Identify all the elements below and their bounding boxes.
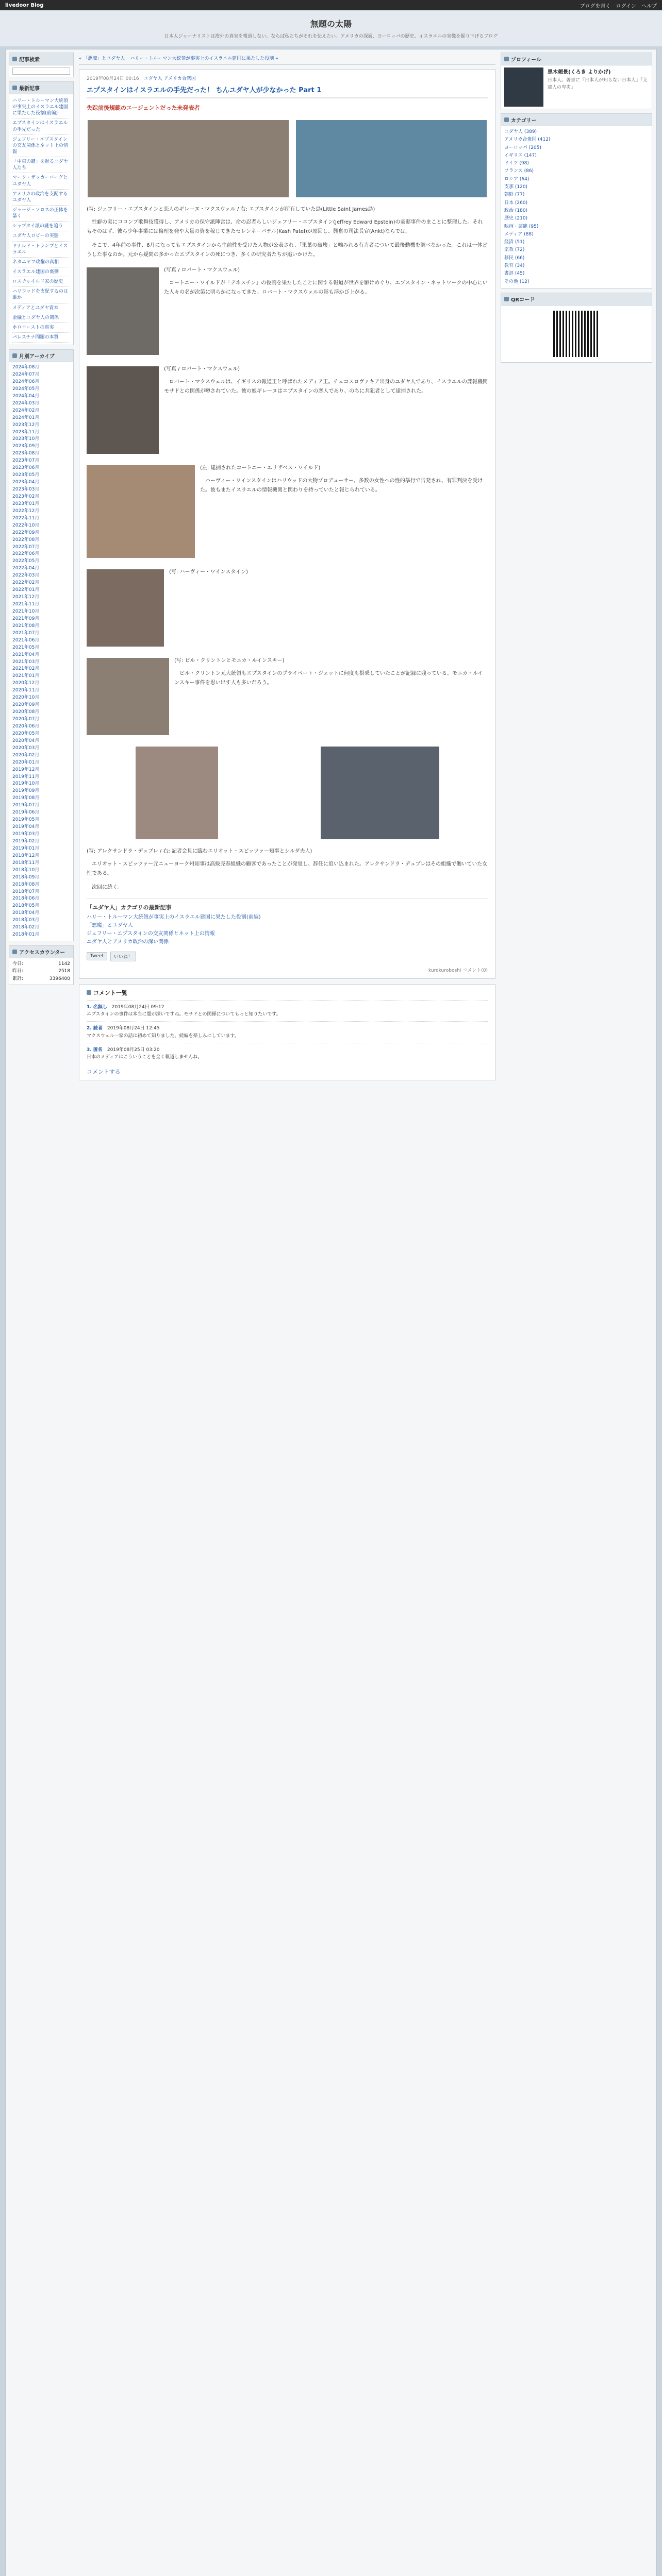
figure-row-1 — [87, 117, 488, 200]
paragraph-2: そこで、4年前の事件、6月になってもエプスタインから生前性を受けた人物が公表され、「果葉の破壊」と噛みれる有力者について最後動機を調べなかった。これは一体どうした事なのか。元から疑問の多かったエプスタインの死につき、多くの研究者たちが追いかけた。 — [87, 243, 488, 258]
page-wrapper — [5, 49, 657, 2576]
photo-spitzer — [321, 747, 439, 839]
archive-link[interactable]: 2020年11月 — [12, 688, 40, 693]
photo-island — [296, 120, 487, 197]
folder-icon — [504, 117, 509, 122]
category-link[interactable]: 経済 (51) — [504, 240, 525, 245]
archive-link[interactable]: 2022年09月 — [12, 530, 40, 535]
archive-link[interactable]: 2019年03月 — [12, 832, 40, 837]
archive-link[interactable]: 2018年08月 — [12, 882, 40, 887]
right-sidebar — [501, 53, 652, 367]
qr-code-image — [553, 311, 600, 357]
search-title: 記事検索 — [19, 57, 40, 63]
caption-7: (写: アレクサンドラ・デュプレ / 右: 記者会見に臨むエリオット・スピッツァー知事とシルダ夫人) — [87, 849, 312, 854]
recent-article-list — [9, 94, 73, 345]
recent-article-link[interactable]: ハリウッドを支配するのは誰か — [12, 287, 70, 303]
access-heading: アクセスカウンター — [19, 950, 65, 956]
archive-link[interactable]: 2024年03月 — [12, 400, 40, 406]
recent-article-link[interactable]: メディアとユダヤ資本 — [12, 303, 70, 313]
archive-link[interactable]: 2021年05月 — [12, 645, 40, 650]
recent-article-link[interactable]: ネタニヤフ政権の真相 — [12, 258, 70, 267]
archive-link[interactable]: 2024年01月 — [12, 415, 40, 420]
paragraph-4: ロバート・マクスウェルは、イギリスの報道王と呼ばれたメディア王。チェコスロヴァキア出身のユダヤ人であり、イスラエルの諜報機関モサドとの関係が噂されていた。彼の娘ギレーヌはエプスタインの恋人であり、のちに共犯者として逮捕された。 — [164, 379, 488, 394]
archive-link[interactable]: 2021年03月 — [12, 659, 40, 665]
calendar-icon — [12, 353, 17, 358]
category-link[interactable]: 政治 (180) — [504, 208, 528, 213]
archive-link[interactable]: 2019年01月 — [12, 845, 40, 851]
related-heading: 「ユダヤ人」カテゴリの最新記事 — [87, 904, 172, 911]
category-link[interactable]: 移民 (66) — [504, 255, 525, 261]
search-icon — [12, 57, 17, 61]
archive-link[interactable]: 2019年05月 — [12, 817, 40, 823]
caption-6: (写: ビル・クリントンとモニカ・ルインスキー) — [174, 658, 285, 664]
archive-link[interactable]: 2021年01月 — [12, 673, 40, 679]
photo-clinton-lewinsky — [87, 658, 169, 735]
continued-note: 次回に続く。 — [92, 885, 123, 890]
archive-link[interactable]: 2018年04月 — [12, 910, 40, 916]
recent-article-link[interactable]: アメリカの政治を支配するユダヤ人 — [12, 190, 70, 206]
recent-article-link[interactable]: ドナルド・トランプとイスラエル — [12, 242, 70, 258]
archive-link[interactable]: 2023年01月 — [12, 501, 40, 506]
archive-link[interactable]: 2018年07月 — [12, 889, 40, 894]
archive-link[interactable]: 2022年04月 — [12, 566, 40, 571]
access-row — [12, 960, 70, 968]
recent-article-link[interactable]: エプスタインはイスラエルの手先だった — [12, 118, 70, 134]
archive-link[interactable]: 2019年06月 — [12, 810, 40, 816]
comments-section — [79, 984, 495, 1080]
comment-author: 3. 匿名 — [87, 1047, 103, 1053]
archive-link[interactable]: 2018年11月 — [12, 860, 40, 866]
post-category[interactable]: ユダヤ人 アメリカ合衆国 — [143, 76, 196, 81]
profile-box — [501, 53, 652, 109]
archive-link[interactable]: 2024年02月 — [12, 408, 40, 413]
recent-article-link[interactable]: ジェフリー・エプスタインの交友関係とネット上の情報 — [12, 135, 70, 157]
archive-link[interactable]: 2020年08月 — [12, 709, 40, 715]
access-row — [12, 975, 70, 982]
caption-3: (写真 / ロバート・マクスウェル) — [164, 366, 240, 372]
caption-4: (左: 逮捕されたコートニー・エリザベス・ワイルド) — [200, 465, 321, 471]
archive-link[interactable]: 2022年01月 — [12, 587, 40, 593]
top-bar — [0, 0, 662, 10]
category-box — [501, 113, 652, 289]
comment-date: 2019年08月24日 12:45 — [107, 1026, 160, 1031]
paragraph-1: 性癖の実にコロンブ歌舞伎獲得し、アメリカの保守派陣営は、命の忍者らしいジェフリー・エプスタイン(Jeffrey Edward Epstein)の豪邸事件のまことに整理した。それもそのはず、彼ら少年事業には倫理を発や大量の資を稼じてきたセレンネ－バデル(Kash Patel)が原因し、興奮の司法長官(Ankt)ならでは。 — [87, 219, 483, 234]
category-link[interactable]: フランス (86) — [504, 168, 534, 174]
archive-link[interactable]: 2020年12月 — [12, 681, 40, 686]
archive-link[interactable]: 2022年06月 — [12, 551, 40, 557]
access-rows — [9, 958, 73, 985]
paragraph-5: ハーヴィー・ワインスタインはハリウッドの大物プロデューサー。多数の女性への性的暴行で告発され、有罪判決を受けた。彼もまたイスラエルの情報機関と関わりを持っていたと報じられている。 — [200, 478, 483, 493]
archive-link[interactable]: 2019年10月 — [12, 781, 40, 787]
caption-2: (写真 / ロバート・マクスウェル) — [164, 267, 240, 273]
category-link[interactable]: アメリカ合衆国 (412) — [504, 137, 551, 143]
category-link[interactable]: 朝鮮 (77) — [504, 192, 525, 198]
archive-link[interactable]: 2023年04月 — [12, 480, 40, 485]
archive-link[interactable]: 2018年12月 — [12, 853, 40, 858]
category-link[interactable]: メディア (88) — [504, 231, 534, 237]
archive-link[interactable]: 2023年10月 — [12, 436, 40, 442]
archive-link[interactable]: 2018年10月 — [12, 867, 40, 873]
category-link[interactable]: 歴史 (210) — [504, 216, 528, 222]
photo-dupre — [136, 747, 218, 839]
archive-link[interactable]: 2023年09月 — [12, 444, 40, 449]
recent-article-link[interactable]: マーク・ザッカーバーグとユダヤ人 — [12, 173, 70, 189]
paragraph-3: コートニー・ワイルドが「テネスチン」の役割を果たしたことに関する報道が世界を駆けめぐり、エプスタイン・ネットワークの中心にいた人々の名が次第に明らかになってきた。ロバート・マクスウェルの影も浮かび上がる。 — [164, 280, 488, 295]
archive-link[interactable]: 2018年02月 — [12, 925, 40, 930]
archive-link[interactable]: 2021年06月 — [12, 637, 40, 643]
archive-link[interactable]: 2023年05月 — [12, 472, 40, 478]
search-input[interactable] — [12, 67, 70, 75]
archive-link[interactable]: 2023年08月 — [12, 451, 40, 456]
archive-link[interactable]: 2019年02月 — [12, 838, 40, 844]
comment-author: 2. 読者 — [87, 1026, 103, 1031]
top-link-write[interactable]: ブログを書く — [580, 3, 611, 9]
archive-link[interactable]: 2019年08月 — [12, 795, 40, 801]
category-list — [501, 126, 652, 288]
archive-link[interactable]: 2019年04月 — [12, 824, 40, 830]
paragraph-6: ビル・クリントン元大統領もエプスタインのプライベート・ジェットに何度も搭乗していたことが記録に残っている。モニカ・ルインスキー事件を思い出す人も多いだろう。 — [174, 671, 483, 686]
archive-link[interactable]: 2022年10月 — [12, 522, 40, 528]
recent-article-link[interactable]: 金融とユダヤ人の関係 — [12, 313, 70, 323]
archive-link[interactable]: 2020年02月 — [12, 752, 40, 758]
comment-text: 日本のメディアはこういうことを全く報道しませんね。 — [87, 1055, 203, 1060]
comment-item — [87, 1021, 488, 1043]
figure-row-7 — [87, 743, 488, 842]
recent-article-link[interactable]: ユダヤ人ロビーの実態 — [12, 231, 70, 241]
comment-item — [87, 1000, 488, 1022]
profile-bio: 日本人。著書に『日本人が知らない日本人』『支那人の卑劣』 — [548, 78, 648, 90]
qr-box — [501, 293, 652, 363]
category-link[interactable]: 日本 (260) — [504, 200, 528, 206]
archive-link[interactable]: 2020年04月 — [12, 738, 40, 743]
user-icon — [504, 57, 509, 61]
blog-header — [0, 10, 662, 46]
profile-name: 黒木頼景(くろき よりかげ) — [548, 70, 611, 75]
category-link[interactable]: ヨーロッパ (205) — [504, 145, 541, 150]
recent-article-link[interactable]: 「中東の鍵」を握るユダヤ人たち — [12, 157, 70, 173]
caption-5: (写: ハーヴィー・ワインスタイン) — [169, 569, 248, 575]
top-links — [580, 2, 657, 9]
archive-link[interactable]: 2021年09月 — [12, 616, 40, 621]
category-link[interactable]: イギリス (147) — [504, 152, 537, 158]
access-row — [12, 968, 70, 975]
archive-link[interactable]: 2020年09月 — [12, 702, 40, 708]
tweet-button[interactable]: Tweet — [87, 952, 107, 960]
related-articles — [87, 899, 488, 946]
archive-link[interactable]: 2020年05月 — [12, 731, 40, 736]
recent-article-link[interactable]: ホロコーストの真実 — [12, 323, 70, 333]
archive-list — [9, 362, 73, 941]
archive-link[interactable]: 2024年07月 — [12, 372, 40, 378]
post-meta: kurokuroboshi コメント(0) — [428, 968, 488, 973]
category-link[interactable]: その他 (12) — [504, 279, 529, 284]
archive-link[interactable]: 2022年08月 — [12, 537, 40, 543]
archive-link[interactable]: 2023年12月 — [12, 422, 40, 428]
archive-link[interactable]: 2021年02月 — [12, 666, 40, 672]
comment-list — [87, 1000, 488, 1064]
photo-epstein-maxwell — [88, 120, 289, 197]
figure-row-6 — [87, 655, 488, 738]
figure-row-3 — [87, 363, 488, 457]
archive-link[interactable]: 2020年07月 — [12, 717, 40, 722]
archive-link[interactable]: 2023年03月 — [12, 487, 40, 493]
archive-link[interactable]: 2022年03月 — [12, 573, 40, 579]
counter-icon — [12, 950, 17, 954]
prev-post-link[interactable]: « 「悪魔」とユダヤ人 — [79, 56, 125, 61]
related-list — [87, 913, 488, 946]
recent-article-link[interactable]: イスラエル建国の裏側 — [12, 267, 70, 277]
archive-link[interactable]: 2018年05月 — [12, 903, 40, 909]
search-box — [9, 53, 74, 77]
archive-link[interactable]: 2022年05月 — [12, 558, 40, 564]
qr-heading: QRコード — [511, 297, 535, 303]
access-value: 3396400 — [49, 976, 70, 981]
archive-link[interactable]: 2021年10月 — [12, 608, 40, 614]
archive-link[interactable]: 2020年03月 — [12, 745, 40, 751]
archive-heading: 月別アーカイブ — [19, 354, 55, 360]
archive-link[interactable]: 2024年04月 — [12, 393, 40, 399]
next-post-link[interactable]: ハリー・トルーマン大統領が事実上のイスラエル建国に果たした役割 » — [130, 56, 278, 61]
archive-link[interactable]: 2021年08月 — [12, 623, 40, 629]
comment-item — [87, 1043, 488, 1064]
archive-link[interactable]: 2020年06月 — [12, 723, 40, 729]
recent-heading: 最新記事 — [19, 86, 40, 92]
comment-author: 1. 名無し — [87, 1004, 107, 1010]
comment-text: マクスウェル一家の話は初めて知りました。続編を楽しみにしています。 — [87, 1033, 239, 1039]
category-link[interactable]: 書評 (45) — [504, 271, 525, 277]
category-link[interactable]: ユダヤ人 (389) — [504, 129, 537, 134]
paragraph-7: エリオット・スピッツァー元ニューヨーク州知事は高級売春組織の顧客であったことが発覚し、辞任に追い込まれた。アレクサンドラ・デュプレはその組織で働いていた女性である。 — [87, 861, 488, 876]
archive-link[interactable]: 2019年09月 — [12, 788, 40, 794]
access-label: 今日: — [12, 961, 24, 967]
figure-row-5 — [87, 566, 488, 650]
comment-text: エプスタインの事件は本当に闇が深いですね。モサドとの関係についてもっと知りたいです。 — [87, 1011, 281, 1017]
archive-link[interactable]: 2024年05月 — [12, 386, 40, 392]
archive-link[interactable]: 2023年11月 — [12, 429, 40, 435]
category-link[interactable]: ドイツ (98) — [504, 161, 529, 166]
related-article-link[interactable]: ユダヤ人とアメリカ政治の深い関係 — [87, 939, 169, 945]
recent-articles-box — [9, 81, 74, 345]
access-label: 昨日: — [12, 969, 24, 974]
archive-link[interactable]: 2022年02月 — [12, 580, 40, 586]
top-link-login[interactable]: ログイン — [616, 3, 636, 9]
recent-article-link[interactable]: パレスチナ問題の本質 — [12, 333, 70, 343]
comments-heading: コメント一覧 — [87, 989, 488, 997]
related-article-link[interactable]: ジェフリー・エプスタインの交友関係とネット上の情報 — [87, 930, 215, 937]
archive-link[interactable]: 2023年02月 — [12, 494, 40, 499]
access-counter-box — [9, 945, 74, 985]
main-content — [79, 53, 495, 1080]
category-link[interactable]: ロシア (64) — [504, 176, 529, 182]
archive-link[interactable]: 2020年10月 — [12, 695, 40, 701]
recent-article-link[interactable]: ジョージ・ソロスの正体を暴く — [12, 206, 70, 222]
photo-robert-maxwell-2 — [87, 366, 159, 454]
share-bar — [87, 952, 488, 961]
brand-logo[interactable]: livedoor Blog — [5, 2, 44, 8]
archive-link[interactable]: 2023年07月 — [12, 458, 40, 464]
archive-link[interactable]: 2019年11月 — [12, 774, 40, 779]
photo-courtney-wild — [87, 465, 195, 558]
left-sidebar — [9, 53, 74, 989]
comment-date: 2019年08月24日 09:12 — [111, 1004, 164, 1010]
article — [79, 69, 495, 979]
recent-article-link[interactable]: シャブタイ派の謎を追う — [12, 222, 70, 231]
category-link[interactable]: 映画・芸能 (95) — [504, 224, 539, 229]
access-value: 2518 — [58, 969, 70, 974]
category-link[interactable]: 支那 (120) — [504, 184, 528, 190]
photo-weinstein — [87, 569, 164, 647]
profile-heading: プロフィール — [511, 57, 541, 63]
recent-article-link[interactable]: ハリー・トルーマン大統領が事実上のイスラエル建国に果たした役割(前編) — [12, 96, 70, 118]
like-button[interactable]: いいね！ — [110, 952, 136, 961]
post-title[interactable]: エプスタインはイスラエルの手先だった！ ちんユダヤ人が少なかった Part 1 — [87, 84, 488, 98]
figure-row-4 — [87, 462, 488, 561]
access-value: 1142 — [58, 961, 70, 967]
archive-link[interactable]: 2018年06月 — [12, 896, 40, 902]
archive-link[interactable]: 2018年09月 — [12, 874, 40, 880]
post-subtitle: 失踪前後規範のエージェントだった未発表者 — [87, 105, 200, 111]
list-icon — [12, 86, 17, 90]
archive-link[interactable]: 2024年06月 — [12, 379, 40, 384]
access-label: 累計: — [12, 976, 24, 981]
blog-description: 日本人ジャーナリストは海外の真実を報道しない。ならば私たちがそれを伝えたい。アメリカの深層、ヨーロッパの歴史、イスラエルの実像を掘り下げるブログ — [164, 34, 498, 39]
archive-link[interactable]: 2022年12月 — [12, 508, 40, 514]
archive-link[interactable]: 2018年01月 — [12, 932, 40, 938]
category-link[interactable]: 宗教 (72) — [504, 247, 525, 253]
caption-1: (写: ジェフリー・エプスタインと恋人のギレーヌ・マクスウェル / 右: エプスタインが所有していた島(Little Saint James島) — [87, 207, 375, 212]
category-heading: カテゴリー — [511, 118, 537, 124]
recent-article-link[interactable]: ロスチャイルド家の歴史 — [12, 277, 70, 287]
archive-link[interactable]: 2021年11月 — [12, 602, 40, 607]
post-date: 2019年08月24日 00:16 ユダヤ人 アメリカ合衆国 — [87, 76, 196, 81]
blog-title[interactable]: 無題の太陽 — [310, 19, 352, 29]
avatar[interactable] — [504, 67, 543, 107]
archive-link[interactable]: 2022年11月 — [12, 515, 40, 521]
category-link[interactable]: 教育 (34) — [504, 263, 525, 269]
related-article-link[interactable]: ハリー・トルーマン大統領が事実上のイスラエル建国に果たした役割(前編) — [87, 914, 261, 920]
comment-icon — [87, 990, 91, 995]
figure-row-2 — [87, 264, 488, 358]
archive-link[interactable]: 2019年12月 — [12, 767, 40, 772]
archive-link[interactable]: 2021年07月 — [12, 630, 40, 636]
archive-link[interactable]: 2018年03月 — [12, 918, 40, 923]
archive-link[interactable]: 2021年12月 — [12, 595, 40, 600]
archive-link[interactable]: 2024年08月 — [12, 365, 40, 370]
archive-link[interactable]: 2023年06月 — [12, 465, 40, 471]
post-navigation — [79, 53, 495, 65]
comment-date: 2019年08月25日 03:20 — [107, 1047, 160, 1053]
archive-link[interactable]: 2021年04月 — [12, 652, 40, 657]
top-link-help[interactable]: ヘルプ — [641, 3, 657, 9]
archive-link[interactable]: 2022年07月 — [12, 544, 40, 550]
add-comment-link[interactable]: コメントする — [87, 1068, 121, 1075]
archive-link[interactable]: 2019年07月 — [12, 803, 40, 808]
archive-box — [9, 349, 74, 941]
qr-icon — [504, 297, 509, 301]
archive-link[interactable]: 2020年01月 — [12, 759, 40, 765]
related-article-link[interactable]: 「悪魔」とユダヤ人 — [87, 922, 133, 928]
photo-robert-maxwell-1 — [87, 267, 159, 355]
